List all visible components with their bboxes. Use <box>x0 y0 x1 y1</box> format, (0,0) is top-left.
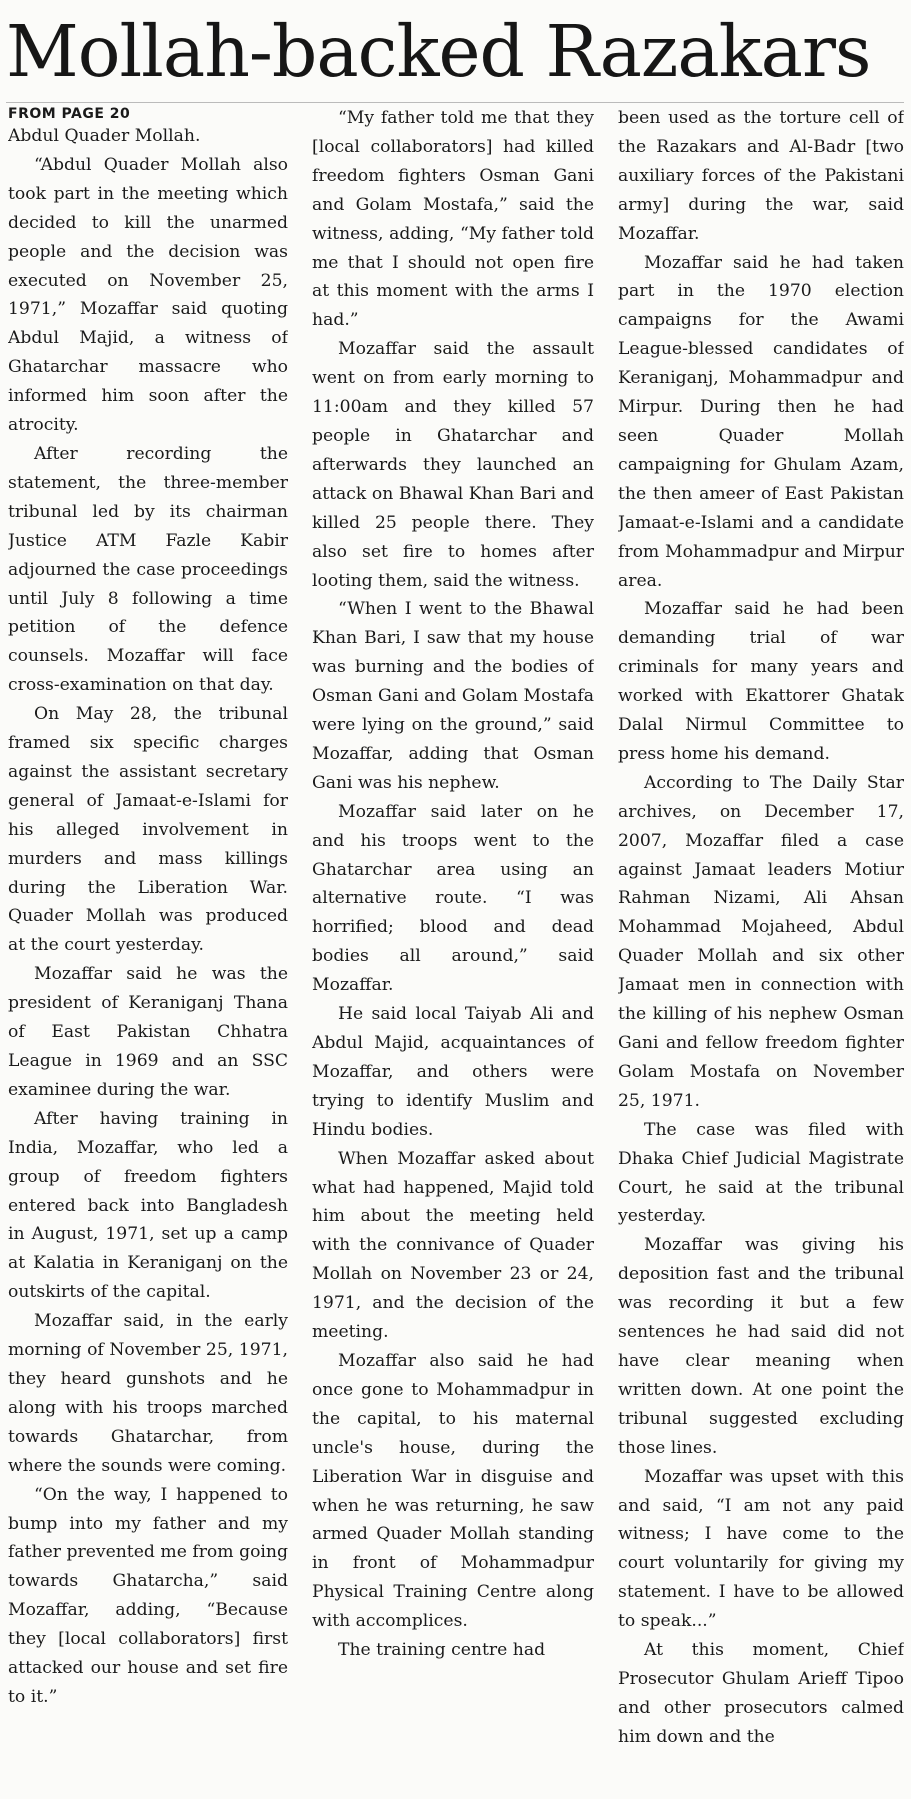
paragraph: “My father told me that they [local collaborators] had killed freedom fighters Osman Gani and Golam Mostafa,” said the witness, adding, “My father told me that I should not open fire at this moment with the arms I had.” <box>312 108 594 331</box>
paragraph: After recording the statement, the three-member tribunal led by its chairman Justice ATM Fazle Kabir adjourned the case proceedings until July 8 following a time petition of the defence counsels. Mozaffar will face cross-examination on that day. <box>8 443 288 696</box>
paragraph: “Abdul Quader Mollah also took part in the meeting which decided to kill the unarmed people and the decision was executed on November 25, 1971,” Mozaffar said quoting Abdul Majid, a witness of Ghatarchar massacre who informed him soon after the atrocity. <box>8 154 288 436</box>
headline: Mollah-backed Razakars <box>6 10 871 93</box>
paragraph: “On the way, I happened to bump into my father and my father prevented me from going towards Ghatarcha,” said Mozaffar, adding, “Because they [local collaborators] first attacked our house and set fire to it.” <box>8 1484 288 1707</box>
paragraph: “When I went to the Bhawal Khan Bari, I saw that my house was burning and the bodies of Osman Gani and Golam Mostafa were lying on the ground,” said Mozaffar, adding that Osman Gani was his nephew. <box>312 599 594 793</box>
paragraph: The training centre had <box>338 1640 546 1661</box>
paragraph: Mozaffar said, in the early morning of November 25, 1971, they heard gunshots and he along with his troops marched towards Ghatarchar, from where the sounds were coming. <box>8 1311 288 1476</box>
paragraph: He said local Taiyab Ali and Abdul Majid, acquaintances of Mozaffar, and others were trying to identify Muslim and Hindu bodies. <box>312 1004 594 1140</box>
paragraph: Abdul Quader Mollah. <box>8 126 201 146</box>
headline-rule <box>6 102 904 103</box>
paragraph: On May 28, the tribunal framed six specific charges against the assistant secretary general of Jamaat-e-Islami for his alleged involvement in murders and mass killings during the Liberation War. Quader Mollah was produced at the court yesterday. <box>8 704 288 956</box>
column-1 <box>8 104 288 1794</box>
paragraph: Mozaffar said he had been demanding trial of war criminals for many years and worked with Ekattorer Ghatak Dalal Nirmul Committee to press home his demand. <box>618 599 904 764</box>
paragraph: Mozaffar was upset with this and said, “I am not any paid witness; I have come to the court voluntarily for giving my statement. I have to be allowed to speak...” <box>618 1466 904 1632</box>
paragraph: Mozaffar said he had taken part in the 1970 election campaigns for the Awami League-blessed candidates of Keraniganj, Mohammadpur and Mirpur. During then he had seen Quader Mollah campaigning for Ghulam Azam, the then ameer of East Pakistan Jamaat-e-Islami and a candidate from Mohammadpur and Mirpur area. <box>618 252 904 591</box>
paragraph: Mozaffar said later on he and his troops went to the Ghatarchar area using an alternative route. “I was horrified; blood and dead bodies all around,” said Mozaffar. <box>312 801 594 996</box>
paragraph: Mozaffar said the assault went on from early morning to 11:00am and they killed 57 people in Ghatarchar and afterwards they launched an attack on Bhawal Khan Bari and killed 25 people there. They also set fire to homes after looting them, said the witness. <box>312 339 594 591</box>
paragraph: Mozaffar said he was the president of Keraniganj Thana of East Pakistan Chhatra League in 1969 and an SSC examinee during the war. <box>8 964 288 1100</box>
paragraph: Mozaffar also said he had once gone to Mohammadpur in the capital, to his maternal uncle's house, during the Liberation War in disguise and when he was returning, he saw armed Quader Mollah standing in front of Mohammadpur Physical Training Centre along with accomplices. <box>312 1350 594 1632</box>
continuation-kicker: FROM PAGE 20 <box>8 106 131 122</box>
paragraph: Mozaffar was giving his deposition fast and the tribunal was recording it but a few sentences he had said did not have clear meaning when written down. At one point the tribunal suggested excluding those lines. <box>618 1235 904 1458</box>
paragraph: According to The Daily Star archives, on December 17, 2007, Mozaffar filed a case against Jamaat leaders Motiur Rahman Nizami, Ali Ahsan Mohammad Mojaheed, Abdul Quader Mollah and six other Jamaat men in connection with the killing of his nephew Osman Gani and fellow freedom fighter Golam Mostafa on November 25, 1971. <box>618 772 904 1111</box>
paragraph: At this moment, Chief Prosecutor Ghulam Arieff Tipoo and other prosecutors calmed him down and the <box>618 1640 904 1747</box>
column-3 <box>618 104 904 1794</box>
paragraph: been used as the torture cell of the Razakars and Al-Badr [two auxiliary forces of the Pakistani army] during the war, said Mozaffar. <box>618 108 904 244</box>
column-2 <box>312 104 594 1794</box>
paragraph: When Mozaffar asked about what had happened, Majid told him about the meeting held with the connivance of Quader Mollah on November 23 or 24, 1971, and the decision of the meeting. <box>312 1148 594 1343</box>
paragraph: The case was filed with Dhaka Chief Judicial Magistrate Court, he said at the tribunal yesterday. <box>618 1119 904 1227</box>
paragraph: After having training in India, Mozaffar, who led a group of freedom fighters entered back into Bangladesh in August, 1971, set up a camp at Kalatia in Keraniganj on the outskirts of the capital. <box>8 1108 288 1303</box>
